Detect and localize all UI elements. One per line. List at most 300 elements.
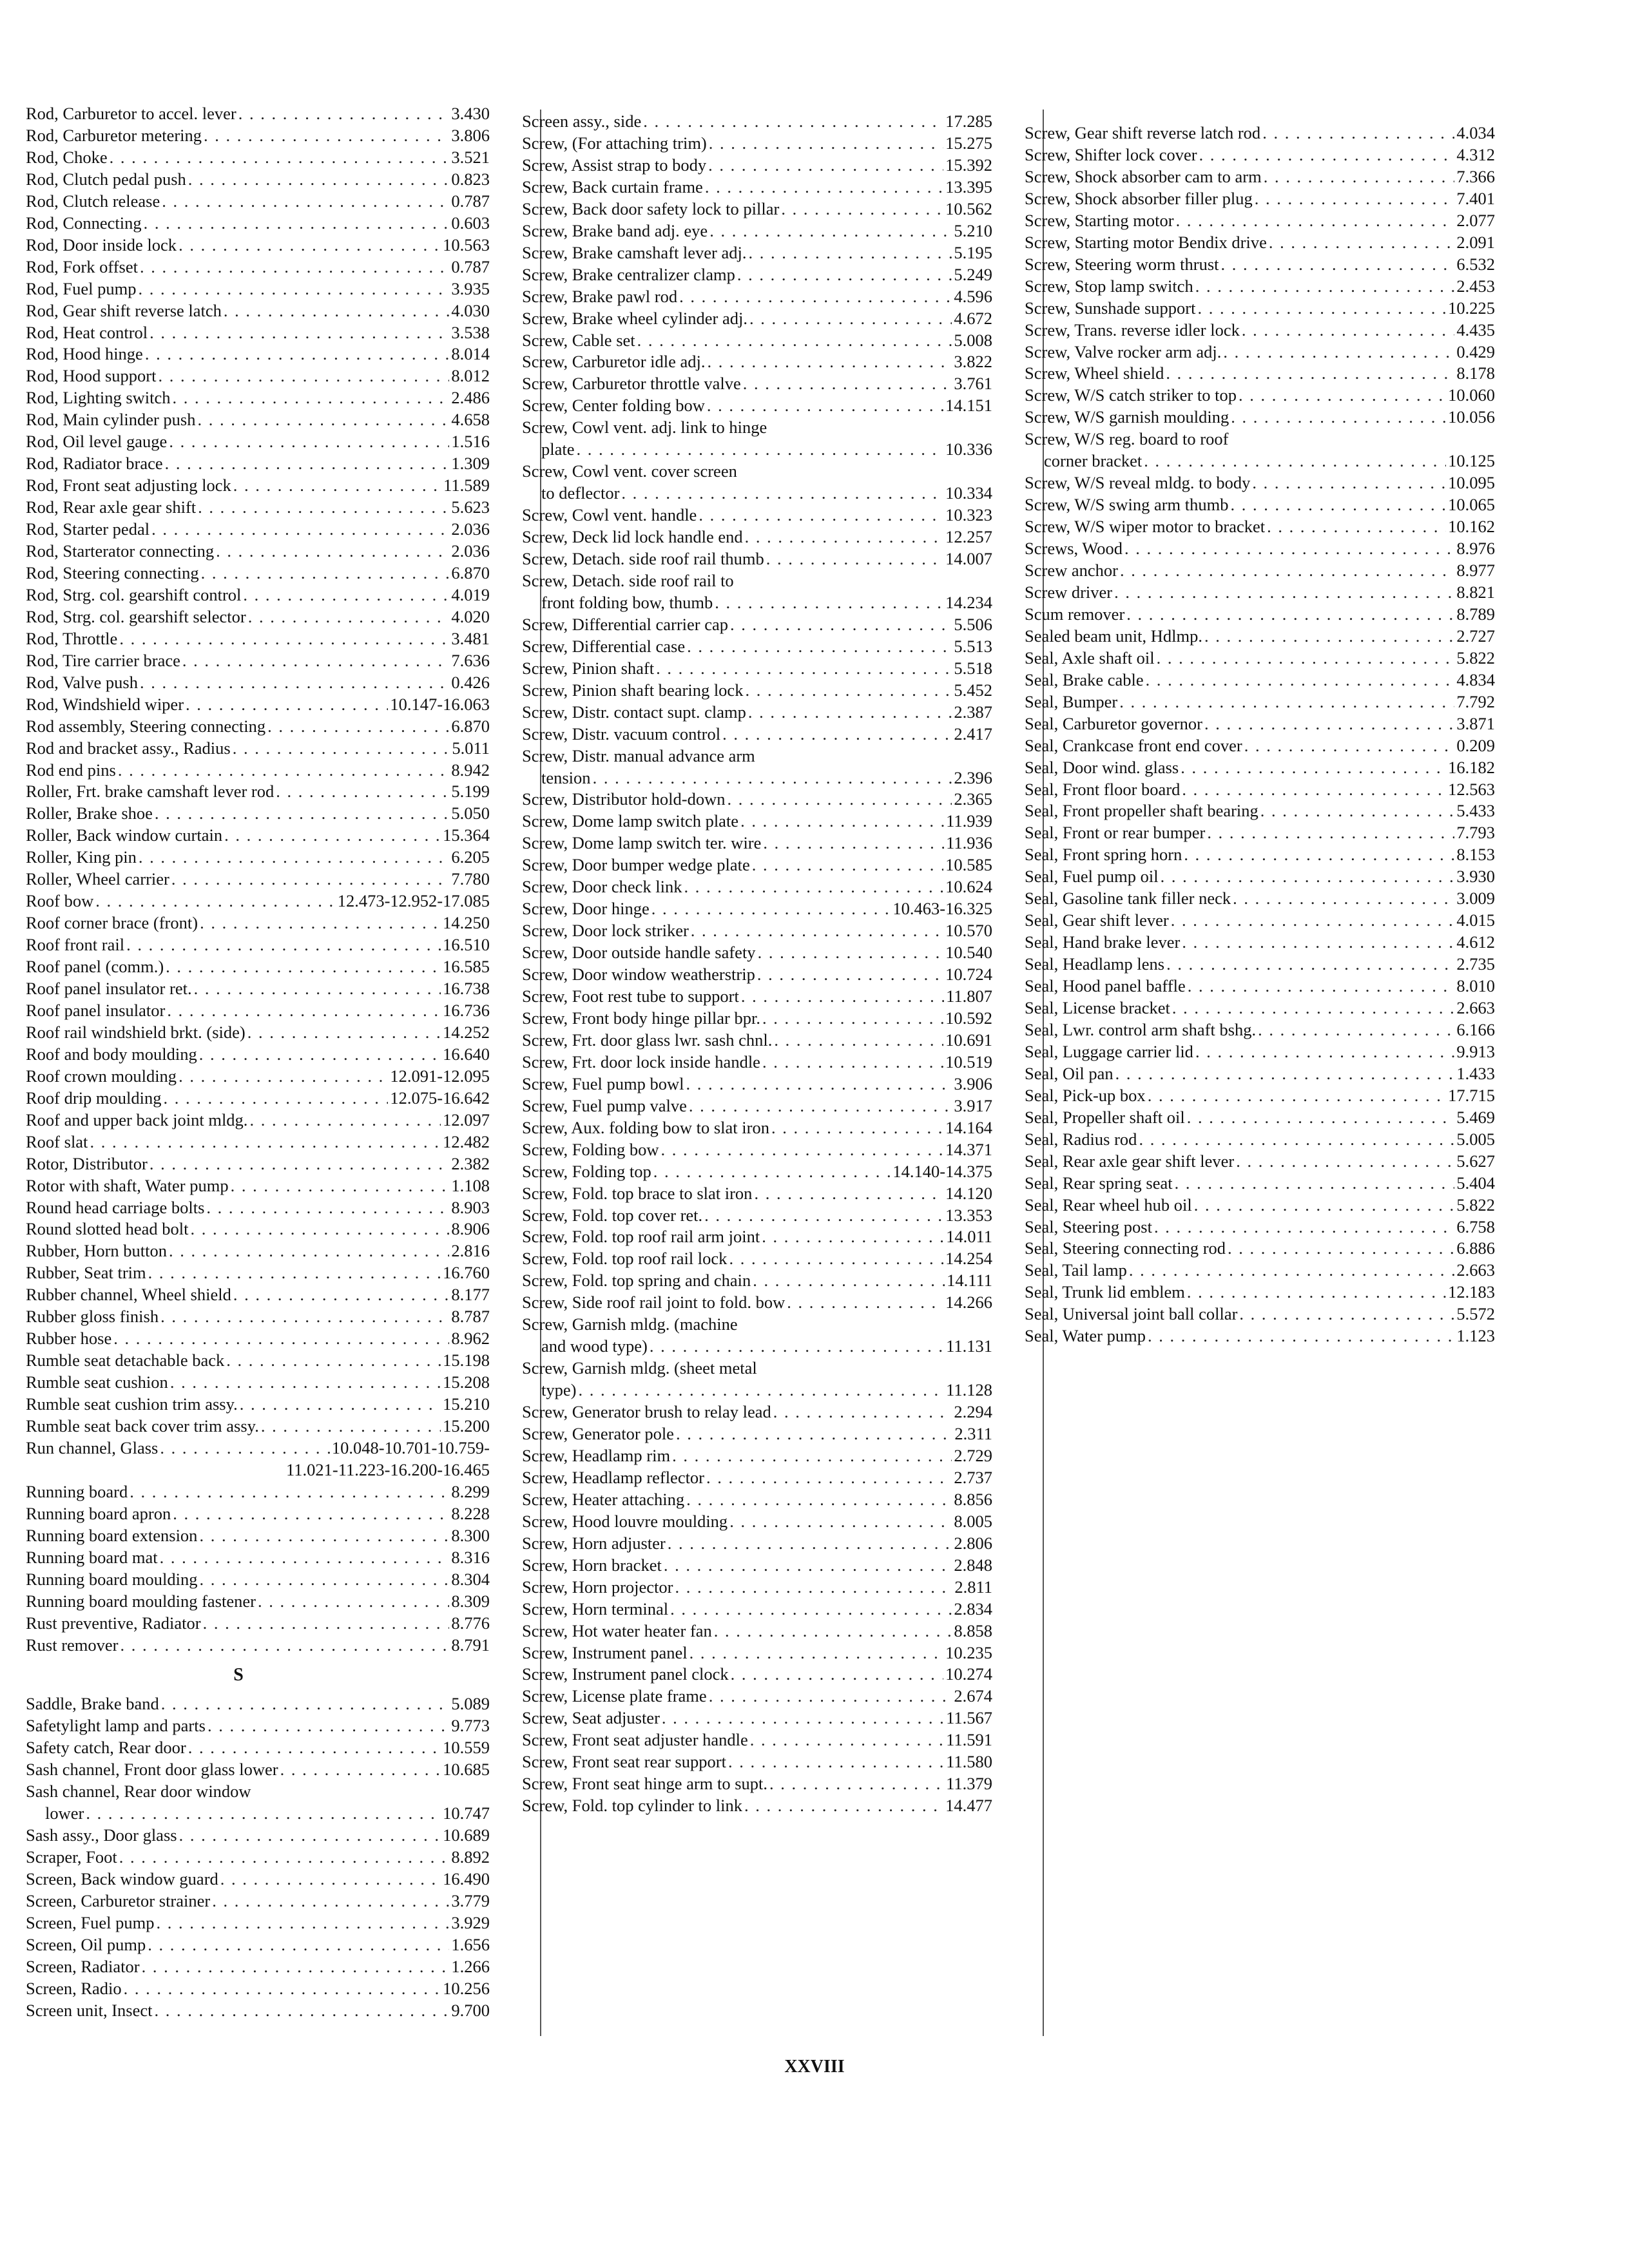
leader-dots: [731, 1664, 944, 1684]
leader-dots: [762, 1226, 944, 1247]
leader-dots: [643, 111, 943, 131]
leader-dots: [1231, 494, 1447, 515]
entry-page-ref: 10.689: [443, 1825, 490, 1845]
entry-label: Screw, Fold. top cover ret.: [522, 1205, 703, 1225]
entry-page-ref: 10.562: [945, 198, 992, 218]
entry-label: Rod, Fuel pump: [26, 278, 137, 298]
entry-page-ref: 8.892: [451, 1847, 490, 1867]
leader-dots: [162, 191, 449, 211]
leader-dots: [140, 256, 449, 277]
index-entry: [26, 125, 490, 146]
leader-dots: [224, 825, 441, 845]
index-entry: [522, 286, 992, 307]
entry-page-ref: 8.976: [1456, 539, 1495, 559]
index-entry: [26, 1613, 490, 1633]
entry-label: Screw, Distr. vacuum control: [522, 724, 721, 744]
entry-page-ref: 12.473-12.952-17.085: [337, 891, 490, 911]
index-entry: [522, 702, 992, 722]
entry-page-ref: 10.274: [945, 1664, 992, 1684]
entry-label: Screw, Horn terminal: [522, 1599, 669, 1619]
entry-page-ref: 8.776: [451, 1613, 490, 1633]
entry-label: Screen, Radio: [26, 1978, 122, 1998]
leader-dots: [709, 220, 952, 241]
leader-dots: [1236, 1151, 1454, 1171]
index-entry: [26, 300, 490, 321]
entry-label: Screw, Instrument panel: [522, 1642, 688, 1662]
index-entry: [26, 497, 490, 517]
entry-label: Screw, Cowl vent. cover screen: [522, 461, 737, 481]
entry-page-ref: 11.567: [946, 1708, 992, 1728]
entry-label: Seal, Hood panel baffle: [1025, 976, 1186, 996]
leader-dots: [145, 343, 450, 364]
entry-page-ref: 2.486: [451, 388, 490, 408]
leader-dots: [124, 1978, 441, 1999]
entry-page-ref: 1.266: [451, 1956, 490, 1976]
entry-page-ref: 4.672: [954, 308, 992, 328]
entry-page-ref: 2.848: [954, 1555, 992, 1575]
entry-page-ref: 16.585: [443, 957, 490, 977]
leader-dots: [1181, 757, 1446, 778]
leader-dots: [95, 890, 335, 911]
leader-dots: [216, 541, 449, 561]
index-entry: [522, 1401, 992, 1422]
index-entry: [1025, 560, 1495, 581]
entry-page-ref: 8.858: [954, 1620, 992, 1640]
index-entry: [541, 483, 992, 503]
entry-page-ref: 9.913: [1456, 1041, 1495, 1061]
leader-dots: [166, 956, 441, 977]
entry-page-ref: 10.540: [945, 943, 992, 963]
entry-page-ref: 12.482: [443, 1131, 490, 1151]
entry-page-ref: 3.871: [1456, 713, 1495, 733]
index-entry: [522, 351, 992, 372]
index-entry: [541, 439, 992, 459]
index-entry: [26, 1591, 490, 1611]
entry-label: Running board extension: [26, 1525, 198, 1545]
entry-label: Rotor, Distributor: [26, 1153, 148, 1173]
entry-page-ref: 3.481: [451, 628, 490, 648]
leader-dots: [1204, 713, 1454, 734]
leader-dots: [148, 1934, 449, 1955]
index-entry: [522, 1620, 992, 1641]
entry-page-ref: 2.735: [1456, 954, 1495, 974]
entry-label: Screw, Horn adjuster: [522, 1533, 666, 1553]
entry-page-ref: 2.077: [1456, 210, 1495, 230]
entry-page-ref: 8.903: [451, 1197, 490, 1217]
entry-page-ref: 8.309: [451, 1591, 490, 1611]
entry-page-ref: 7.636: [451, 650, 490, 670]
leader-dots: [722, 724, 952, 744]
entry-page-ref: 10.065: [1448, 495, 1495, 515]
index-entry: [522, 1161, 992, 1182]
entry-label: type): [541, 1380, 577, 1400]
index-entry: [1025, 1303, 1495, 1324]
leader-dots: [142, 1956, 450, 1977]
leader-dots: [774, 1030, 943, 1050]
index-entry: [26, 213, 490, 233]
leader-dots: [1176, 210, 1455, 231]
entry-label: Rust preventive, Radiator: [26, 1613, 201, 1633]
entry-page-ref: 15.208: [443, 1372, 490, 1392]
entry-page-ref: 7.780: [451, 869, 490, 889]
index-entry: [26, 1715, 490, 1736]
entry-label: Running board mat: [26, 1547, 158, 1567]
index-entry: [26, 1328, 490, 1349]
entry-page-ref: 1.309: [451, 454, 490, 474]
index-entry: [26, 365, 490, 386]
entry-label: Screw, Brake centralizer clamp: [522, 264, 735, 284]
index-entry: [26, 650, 490, 671]
page-number: XXVIII: [784, 2057, 845, 2077]
leader-dots: [741, 986, 944, 1006]
entry-label: Screw, Headlamp rim: [522, 1445, 671, 1465]
leader-dots: [1126, 604, 1454, 624]
entry-page-ref: 8.821: [1456, 582, 1495, 602]
entry-page-ref: 14.252: [443, 1022, 490, 1042]
index-entry: [522, 1707, 992, 1728]
entry-label: Screw, Cowl vent. adj. link to hinge: [522, 418, 767, 437]
leader-dots: [1166, 954, 1454, 974]
entry-label: Rod, Fork offset: [26, 256, 138, 276]
index-entry: [1025, 932, 1495, 952]
index-entry: [26, 760, 490, 780]
index-entry: [26, 956, 490, 977]
entry-label: Seal, Bumper: [1025, 691, 1118, 711]
entry-label: Rod, Rear axle gear shift: [26, 497, 197, 517]
entry-label: Screw, Assist strap to body: [522, 155, 707, 175]
index-entry: [26, 387, 490, 408]
entry-page-ref: 8.153: [1456, 845, 1495, 865]
leader-dots: [730, 614, 952, 635]
leader-dots: [139, 847, 449, 867]
entry-label: Screw, Brake pawl rod: [522, 286, 678, 306]
index-entry: [522, 1030, 992, 1050]
index-entry: [26, 1459, 490, 1480]
index-entry: [26, 235, 490, 255]
index-entry: [522, 1533, 992, 1553]
leader-dots: [707, 395, 943, 416]
leader-dots: [1129, 1260, 1455, 1280]
entry-page-ref: 11.589: [443, 476, 490, 495]
entry-label: Sash assy., Door glass: [26, 1825, 177, 1845]
entry-label: Screw, Pinion shaft bearing lock: [522, 680, 744, 700]
entry-page-ref: 15.392: [945, 155, 992, 175]
entry-label: Screw, Door check link: [522, 877, 682, 897]
entry-page-ref: 7.366: [1456, 166, 1495, 186]
leader-dots: [248, 606, 450, 627]
entry-page-ref: 0.603: [451, 213, 490, 233]
leader-dots: [745, 680, 952, 700]
entry-page-ref: 8.178: [1456, 363, 1495, 383]
entry-page-ref: 8.942: [451, 760, 490, 780]
index-entry: [1025, 538, 1495, 559]
leader-dots: [687, 636, 952, 657]
entry-page-ref: 11.939: [946, 811, 992, 831]
index-entry: [26, 1759, 490, 1780]
leader-dots: [691, 920, 943, 941]
leader-dots: [1114, 582, 1454, 602]
index-entry: [26, 716, 490, 736]
leader-dots: [226, 1350, 441, 1370]
leader-dots: [139, 278, 450, 299]
entry-label: and wood type): [541, 1336, 648, 1356]
entry-label: Screw, Fuel pump valve: [522, 1095, 687, 1115]
entry-page-ref: 2.674: [954, 1686, 992, 1706]
entry-label: Roof and body moulding: [26, 1044, 197, 1064]
leader-dots: [1139, 1129, 1454, 1149]
leader-dots: [203, 1613, 450, 1633]
index-entry: [26, 1503, 490, 1524]
leader-dots: [762, 1008, 943, 1028]
index-entry: [522, 636, 992, 657]
entry-label: Rod, Throttle: [26, 628, 118, 648]
entry-page-ref: 9.773: [451, 1716, 490, 1736]
leader-dots: [743, 373, 952, 394]
leader-dots: [578, 1379, 944, 1400]
index-entry: [522, 242, 992, 263]
entry-page-ref: 10.225: [1448, 298, 1495, 318]
entry-page-ref: 3.929: [451, 1912, 490, 1932]
entry-label: Rod, Carburetor metering: [26, 125, 202, 145]
entry-label: Screw, Folding bow: [522, 1139, 659, 1159]
index-entry: [26, 519, 490, 539]
entry-label: Screw, Folding top: [522, 1161, 651, 1181]
entry-page-ref: 3.430: [451, 104, 490, 123]
leader-dots: [186, 694, 388, 715]
leader-dots: [1119, 691, 1454, 712]
leader-dots: [670, 1599, 952, 1619]
entry-page-ref: 11.936: [946, 833, 992, 853]
leader-dots: [258, 1591, 449, 1611]
entry-label: Roof front rail: [26, 935, 125, 955]
index-entry: [26, 694, 490, 715]
entry-page-ref: 8.300: [451, 1525, 490, 1545]
entry-page-ref: 2.663: [1456, 998, 1495, 1017]
entry-page-ref: 5.506: [954, 614, 992, 634]
entry-label: Seal, Gear shift lever: [1025, 910, 1169, 930]
leader-dots: [161, 1693, 450, 1714]
index-entry: [522, 395, 992, 416]
leader-dots: [672, 1445, 952, 1466]
index-entry: [26, 1394, 490, 1414]
entry-page-ref: 10.125: [1448, 451, 1495, 471]
index-entry: [26, 890, 490, 911]
index-entry: [1025, 866, 1495, 887]
entry-label: Round head carriage bolts: [26, 1197, 205, 1217]
entry-page-ref: 12.257: [945, 527, 992, 547]
entry-page-ref: 4.612: [1456, 932, 1495, 952]
entry-page-ref: 8.791: [451, 1635, 490, 1655]
index-entry: [26, 1306, 490, 1327]
entry-page-ref: 16.760: [443, 1263, 490, 1283]
leader-dots: [165, 453, 450, 474]
leader-dots: [212, 1890, 449, 1911]
index-entry: [522, 614, 992, 635]
index-entry: [522, 461, 992, 481]
index-entry: [522, 658, 992, 678]
index-entry: [1025, 254, 1495, 274]
index-entry: [1025, 1238, 1495, 1258]
entry-label: Roof corner brace (front): [26, 913, 198, 933]
entry-page-ref: 5.249: [954, 264, 992, 284]
index-entry: [1025, 407, 1495, 427]
leader-dots: [90, 1131, 441, 1152]
leader-dots: [715, 592, 943, 613]
leader-dots: [1144, 450, 1446, 471]
entry-label: Screw, Differential case: [522, 636, 686, 656]
index-entry: [1025, 516, 1495, 537]
entry-page-ref: 8.316: [451, 1547, 490, 1567]
index-entry: [1025, 1129, 1495, 1149]
leader-dots: [120, 1635, 450, 1655]
entry-page-ref: 4.034: [1456, 123, 1495, 142]
entry-page-ref: 8.962: [451, 1329, 490, 1349]
entry-page-ref: 10.334: [945, 483, 992, 503]
entry-label: Seal, Headlamp lens: [1025, 954, 1165, 974]
leader-dots: [130, 1481, 449, 1502]
index-entry: [1025, 779, 1495, 800]
entry-page-ref: 12.091-12.095: [390, 1066, 490, 1086]
leader-dots: [118, 760, 450, 780]
index-entry: [1044, 450, 1495, 471]
entry-label: Screw, Front seat adjuster handle: [522, 1730, 748, 1750]
index-entry: [522, 1555, 992, 1575]
entry-label: Screw, Fold. top spring and chain: [522, 1271, 751, 1291]
leader-dots: [1175, 1173, 1455, 1193]
leader-dots: [126, 934, 441, 955]
entry-page-ref: 8.304: [451, 1569, 490, 1589]
index-entry: [26, 1088, 490, 1108]
index-entry: [1025, 975, 1495, 996]
index-entry: [26, 606, 490, 627]
index-entry: [26, 169, 490, 189]
leader-dots: [577, 439, 944, 459]
index-entry: [522, 1577, 992, 1597]
index-entry: [522, 570, 992, 591]
entry-label: Screw, Hood louvre moulding: [522, 1511, 728, 1531]
entry-page-ref: 12.097: [443, 1110, 490, 1129]
leader-dots: [178, 235, 441, 255]
index-entry: [26, 847, 490, 867]
index-entry: [26, 1416, 490, 1436]
entry-page-ref: 2.396: [954, 767, 992, 787]
leader-dots: [763, 832, 944, 853]
leader-dots: [754, 1183, 943, 1204]
index-entry: [26, 147, 490, 168]
index-entry: [522, 1270, 992, 1291]
entry-label: Screw, License plate frame: [522, 1686, 707, 1706]
leader-dots: [686, 1073, 952, 1094]
entry-page-ref: 4.019: [451, 584, 490, 604]
index-entry: [26, 1350, 490, 1370]
index-entry: [522, 1686, 992, 1706]
leader-dots: [1188, 975, 1455, 996]
entry-page-ref: 2.816: [451, 1241, 490, 1261]
leader-dots: [224, 300, 449, 321]
leader-dots: [1204, 626, 1454, 646]
leader-dots: [1148, 1085, 1446, 1106]
entry-label: Screen assy., side: [522, 111, 642, 131]
entry-page-ref: 5.572: [1456, 1304, 1495, 1324]
leader-dots: [1197, 298, 1446, 318]
leader-dots: [119, 1847, 450, 1867]
entry-label: Seal, Radius rod: [1025, 1129, 1137, 1149]
index-entry: [1025, 888, 1495, 908]
entry-label: Rumble seat cushion: [26, 1372, 168, 1392]
index-entry: [45, 1803, 490, 1823]
entry-page-ref: 16.640: [443, 1044, 490, 1064]
entry-label: front folding bow, thumb: [541, 592, 713, 612]
leader-dots: [154, 2000, 449, 2021]
entry-label: Rod, Clutch pedal push: [26, 169, 186, 189]
index-entry: [26, 1912, 490, 1933]
entry-label: Seal, Door wind. glass: [1025, 757, 1179, 777]
index-entry: [26, 1437, 490, 1458]
leader-dots: [110, 147, 450, 168]
entry-page-ref: 10.162: [1448, 517, 1495, 537]
entry-page-ref: 1.433: [1456, 1063, 1495, 1083]
entry-page-ref: 7.793: [1456, 823, 1495, 843]
index-entry: [522, 1423, 992, 1444]
entry-label: Seal, Gasoline tank filler neck: [1025, 889, 1231, 908]
entry-page-ref: 14.266: [945, 1293, 992, 1312]
leader-dots: [1269, 232, 1455, 253]
entry-page-ref: 7.792: [1456, 691, 1495, 711]
entry-page-ref: 5.822: [1456, 1195, 1495, 1215]
entry-label: Screw, W/S swing arm thumb: [1025, 495, 1229, 515]
leader-dots: [662, 1707, 944, 1728]
index-entry: [1025, 1085, 1495, 1106]
entry-page-ref: 3.761: [954, 374, 992, 394]
leader-dots: [1262, 122, 1454, 143]
entry-label: lower: [45, 1803, 84, 1823]
entry-page-ref: 8.856: [954, 1489, 992, 1509]
entry-label: Screw, Detach. side roof rail thumb: [522, 549, 764, 568]
index-entry: [1025, 472, 1495, 493]
entry-label: Seal, Rear axle gear shift lever: [1025, 1151, 1235, 1171]
leader-dots: [170, 1372, 441, 1392]
entry-label: Run channel, Glass: [26, 1437, 159, 1457]
leader-dots: [1187, 1107, 1455, 1128]
index-entry: [1025, 320, 1495, 340]
entry-label: Screw, Steering worm thrust: [1025, 254, 1219, 274]
index-entry: [1025, 582, 1495, 602]
entry-label: Seal, Fuel pump oil: [1025, 867, 1159, 887]
entry-page-ref: 16.490: [443, 1869, 490, 1889]
leader-dots: [1194, 1195, 1455, 1215]
entry-page-ref: 5.518: [954, 658, 992, 678]
leader-dots: [194, 978, 441, 999]
index-entry: [26, 803, 490, 823]
entry-page-ref: 12.075-16.642: [390, 1088, 490, 1108]
entry-page-ref: 8.014: [451, 344, 490, 364]
entry-label: Screw, Shock absorber filler plug: [1025, 188, 1253, 208]
entry-label: Screw, Stop lamp switch: [1025, 276, 1193, 296]
leader-dots: [737, 264, 952, 285]
entry-page-ref: 8.299: [451, 1481, 490, 1501]
entry-label: Screw, W/S wiper motor to bracket: [1025, 517, 1266, 537]
index-entry: [1025, 144, 1495, 165]
entry-label: Rod, Main cylinder push: [26, 410, 196, 430]
index-entry: [26, 431, 490, 452]
index-entry: [522, 1052, 992, 1072]
entry-page-ref: 6.532: [1456, 254, 1495, 274]
index-entry: [522, 1073, 992, 1094]
entry-page-ref: 8.012: [451, 366, 490, 386]
leader-dots: [621, 483, 943, 503]
index-entry: [26, 1284, 490, 1305]
entry-page-ref: 2.036: [451, 519, 490, 539]
